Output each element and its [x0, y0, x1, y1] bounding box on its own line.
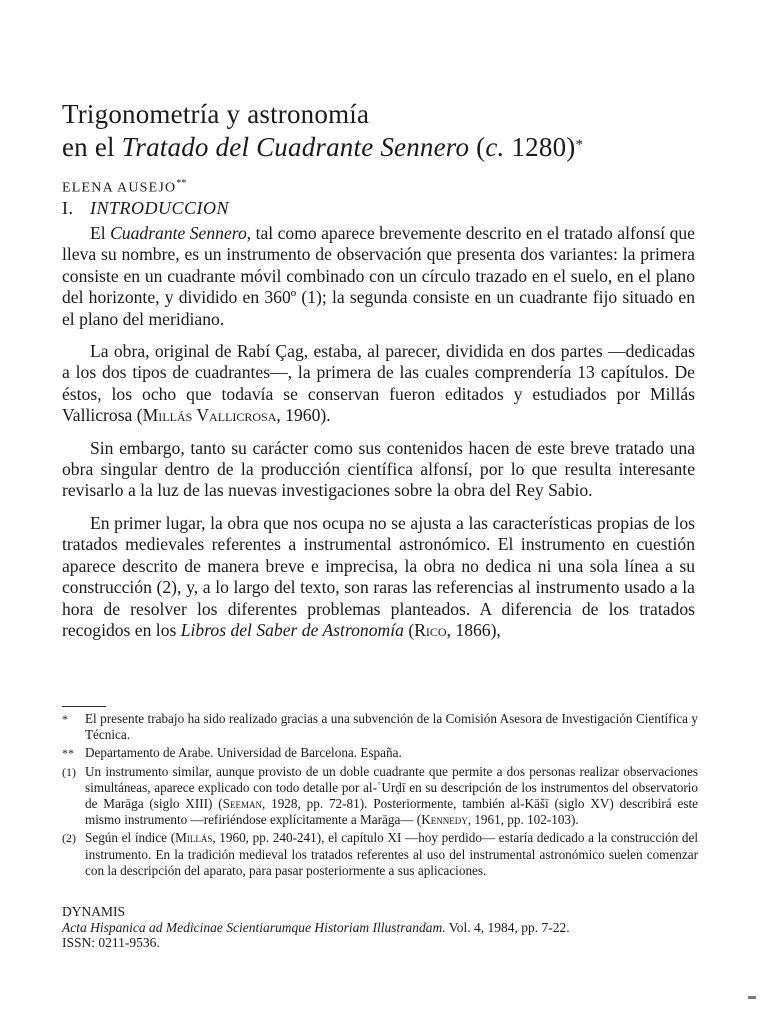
footnote-text: El presente trabajo ha sido realizado gracias a una subvención de la Comisión Asesora de Investigación Científica y Técnica.: [85, 711, 698, 743]
title-circa: c.: [485, 132, 505, 162]
note1-citation-2: Kennedy: [421, 812, 468, 828]
note1-text-a: Un instrumento similar, aunque provisto de un doble cuadrante que permite a dos personas realizar observaciones simultáneas, aparece explicado con todo detalle por al-ʿUrḍī en su descripción de los instrumentos del observatorio de Marāga (siglo XIII) (: [85, 763, 698, 812]
author-line: [62, 178, 186, 197]
p4-text-a: En primer lugar, la obra que nos ocupa no se ajusta a las características propias de los tratados medievales referentes a instrumental astronómico. El instrumento en cuestión aparece descrito de manera breve e imprecisa, la obra no dedica ni una sola línea a su construcción (2), y, a lo largo del texto, son raras las referencias al instrumento usado a la hora de resolver los diferentes problemas planteados. A diferencia de los tratados recogidos en los: [62, 512, 695, 640]
paragraph-3: Sin embargo, tanto su carácter como sus contenidos hacen de este breve tratado una obra singular dentro de la producción científica alfonsí, por lo que resulta interesante revisarlo a la luz de las nuevas investigaciones sobre la obra del Rey Sabio.: [62, 437, 695, 501]
paragraph-1: [62, 223, 695, 330]
p4-text-c: (: [403, 619, 415, 640]
footnote-marker: (2): [62, 831, 76, 846]
footnote-marker: (1): [62, 764, 76, 779]
p4-text-e: , 1866),: [446, 619, 501, 640]
p1-text-a: El: [90, 223, 111, 243]
article-title: [62, 98, 712, 164]
journal-volume: Vol. 4, 1984, pp. 7-22.: [445, 919, 570, 935]
title-treatise-name: Tratado del Cuadrante Sennero: [121, 132, 470, 162]
footnote-marker: *: [62, 712, 68, 726]
footnote: [62, 764, 698, 829]
footnotes: [62, 711, 698, 881]
note2-text-c: , 1960, pp. 240-241), el capítulo XI —hoy perdido— estaría dedicado a la construcción del instrumento. En la tradición medieval los tratados referentes al uso del instrumental astronómico suelen comenzar con la descripción del aparato, para pasar posteriormente a sus aplicaciones.: [85, 830, 698, 878]
author-footnote-marker: **: [176, 178, 187, 189]
p2-text-a: La obra, original de Rabí Çag, estaba, al parecer, dividida en dos partes —dedicadas a los dos tipos de cuadrantes—, la primera de las cuales comprendería 13 capítulos. De éstos, los ocho que todavía se conservan fueron editados y estudiados por Millás Vallicrosa (: [62, 341, 695, 426]
section-title: INTRODUCCION: [90, 198, 230, 218]
footnote-marker: **: [62, 746, 74, 761]
journal-footer: [62, 904, 702, 951]
section-heading: [62, 198, 229, 219]
p4-citation-author: Rico: [414, 619, 447, 640]
footnote-text: [85, 764, 698, 829]
p4-italic-title: Libros del Saber de Astronomía: [180, 619, 404, 640]
note1-text-e: , 1961, pp. 102-103).: [467, 812, 579, 828]
title-year: 1280): [504, 132, 576, 162]
footnote-text: [85, 830, 698, 879]
footnote: [62, 745, 698, 761]
p2-citation-author: Millás Vallicrosa: [142, 405, 277, 426]
footnote-divider: [62, 706, 106, 707]
paragraph-2: [62, 341, 695, 427]
p1-text-c: , tal como aparece brevemente descrito en el tratado alfonsí que lleva su nombre, es un instrumento de observación que presenta dos variantes: la primera consiste en un cuadrante móvil combinado con un círculo trazado en el suelo, en el plano del horizonte, y dividido en 360º (1); la segunda consiste en un cuadrante fijo situado en el plano del meridiano.: [62, 223, 695, 329]
author-name: ELENA AUSEJO: [62, 180, 177, 196]
scan-mark: [748, 996, 756, 999]
footnote-text: Departamento de Arabe. Universidad de Barcelona. España.: [85, 745, 402, 761]
journal-citation: [62, 920, 702, 936]
journal-short-name: DYNAMIS: [62, 904, 126, 919]
title-footnote-marker: *: [575, 137, 584, 153]
note1-citation-1: Seeman: [222, 796, 262, 812]
title-line-2: [62, 131, 712, 164]
note2-text-a: Según el índice (: [85, 830, 176, 846]
section-number: I.: [62, 198, 74, 218]
title-line-2-prefix: en el: [62, 132, 122, 162]
title-line-1: Trigonometría y astronomía: [62, 99, 370, 129]
note1-text-c: , 1928, pp. 72-81). Posteriormente, también al-Kāšī (siglo XV) describirá este mismo instrumento —refiriéndose explícitamente a Marāga— (: [85, 796, 698, 828]
p1-italic-name: Cuadrante Sennero: [110, 223, 247, 243]
p2-text-c: , 1960).: [276, 405, 331, 426]
note2-citation: Millás: [175, 830, 213, 846]
title-paren-open: (: [469, 132, 486, 162]
footnote: [62, 711, 698, 743]
footnote: [62, 830, 698, 879]
journal-full-name: Acta Hispanica ad Medicinae Scientiarumque Historiam Illustrandam.: [62, 919, 446, 935]
journal-issn: ISSN: 0211-9536.: [62, 935, 160, 951]
body-text: [62, 223, 695, 652]
paragraph-4: [62, 513, 695, 641]
